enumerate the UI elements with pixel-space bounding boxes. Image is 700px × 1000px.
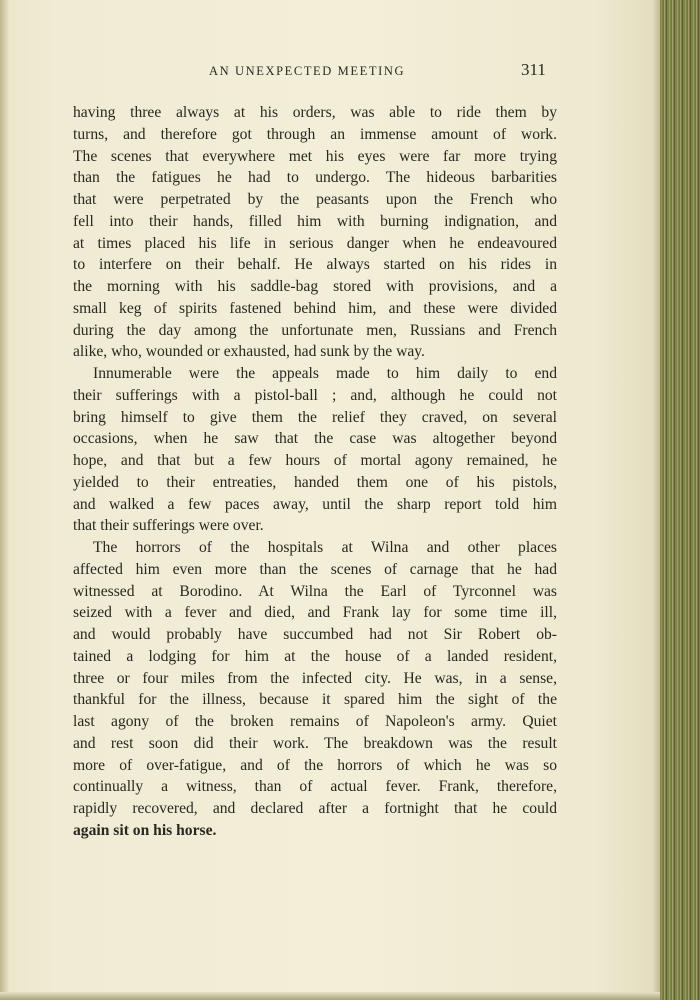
text-line: seized with a fever and died, and Frank lay for some time ill, [73,604,557,622]
text-line: and rest soon did their work. The breakdown was the result [73,734,557,752]
page-bottom-edge [0,992,660,1000]
body-text [73,102,557,842]
text-line: and walked a few paces away, until the sharp report told him [73,495,557,513]
text-line: than the fatigues he had to undergo. The hideous barbarities [73,169,557,187]
text-line: fell into their hands, filled him with burning indignation, and [73,212,557,230]
text-line: witnessed at Borodino. At Wilna the Earl of Tyrconnel was [73,582,557,600]
text-line: alike, who, wounded or exhausted, had sunk by the way. [73,343,425,361]
text-line: during the day among the unfortunate men, Russians and French [73,321,557,339]
text-line: small keg of spirits fastened behind him, and these were divided [73,299,557,317]
text-line: at times placed his life in serious danger when he endeavoured [73,234,557,252]
text-line: again sit on his horse. [73,821,217,839]
text-line: rapidly recovered, and declared after a fortnight that he could [73,800,557,817]
page-gutter [0,0,9,1000]
text-line: more of over-fatigue, and of the horrors of which he was so [73,756,557,774]
text-line: The horrors of the hospitals at Wilna and other places [93,539,557,556]
running-head-title: AN UNEXPECTED MEETING [209,64,406,78]
text-line: Innumerable were the appeals made to him daily to end [93,365,557,382]
text-line: three or four miles from the infected city. He was, in a sense, [73,669,557,687]
text-line: that their sufferings were over. [73,517,264,535]
text-line: to interfere on their behalf. He always started on his rides in [73,256,557,274]
text-line: their sufferings with a pistol-ball ; and, although he could not [73,386,557,404]
page-number: 311 [521,60,546,79]
running-head [0,60,700,86]
text-line: the morning with his saddle-bag stored with provisions, and a [73,278,557,295]
text-line: occasions, when he saw that the case was altogether beyond [73,430,557,448]
text-line: last agony of the broken remains of Napoleon's army. Quiet [73,713,557,730]
text-line: yielded to their entreaties, handed them one of his pistols, [73,473,557,491]
text-line: bring himself to give them the relief they craved, on several [73,408,557,426]
text-line: affected him even more than the scenes of carnage that he had [73,560,557,578]
text-line: having three always at his orders, was able to ride them by [73,104,557,121]
text-line: tained a lodging for him at the house of a landed resident, [73,647,557,665]
text-line: hope, and that but a few hours of mortal agony remained, he [73,452,557,469]
text-line: and would probably have succumbed had not Sir Robert ob- [73,626,557,643]
page-fore-edge [660,0,700,1000]
text-line: that were perpetrated by the peasants upon the French who [73,191,557,208]
text-line: thankful for the illness, because it spared him the sight of the [73,691,557,709]
text-line: continually a witness, than of actual fever. Frank, therefore, [73,778,557,796]
text-line: The scenes that everywhere met his eyes were far more trying [73,147,557,165]
text-line: turns, and therefore got through an immense amount of work. [73,125,557,143]
